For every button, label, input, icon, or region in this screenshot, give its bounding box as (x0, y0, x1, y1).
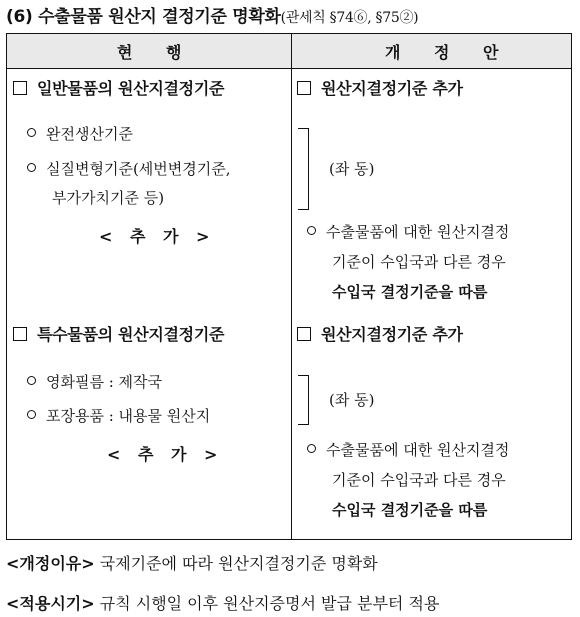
list-item-text: 완전생산기준 (46, 125, 133, 143)
timing-label: <적용시기> (6, 594, 95, 613)
note-line-emphasis: 수입국 결정기준을 따름 (332, 283, 488, 301)
timing-text: 규칙 시행일 이후 원산지증명서 발급 분부터 적용 (99, 594, 440, 613)
left-section2-heading (13, 322, 224, 345)
circle-bullet-icon (27, 376, 36, 385)
list-item (27, 158, 231, 179)
checkbox-square-icon (13, 81, 27, 95)
note-line: 기준이 수입국과 다른 경우 (332, 471, 506, 489)
list-item-text: 포장용품 : 내용물 원산지 (46, 407, 211, 425)
checkbox-square-icon (13, 327, 27, 341)
note-line: 기준이 수입국과 다른 경우 (332, 253, 506, 271)
right-section1-same: (좌 동) (329, 160, 375, 178)
checkbox-square-icon (297, 327, 311, 341)
circle-bullet-icon (27, 163, 36, 172)
timing-row (6, 591, 439, 614)
circle-bullet-icon (27, 410, 36, 419)
title-reference: (관세칙 §74⑥, §75②) (280, 10, 419, 26)
page-title (6, 2, 418, 27)
header-proposed: 개 정 안 (385, 43, 513, 62)
circle-bullet-icon (307, 226, 316, 235)
list-item-text: 영화필름 : 제작국 (46, 373, 163, 391)
left-section2-add-label: < 추 가 > (107, 445, 224, 464)
title-main: (6) 수출물품 원산지 결정기준 명확화 (6, 7, 281, 27)
reason-row (6, 551, 378, 574)
header-current: 현 행 (117, 43, 196, 62)
list-item (27, 371, 162, 392)
list-item (27, 405, 210, 426)
note-line-emphasis: 수입국 결정기준을 따름 (332, 501, 488, 519)
circle-bullet-icon (27, 128, 36, 137)
list-item-text: 실질변형기준(세번변경기준, (46, 160, 231, 178)
left-section1-heading (13, 76, 224, 99)
right-section2-heading (297, 322, 463, 345)
left-section1-add-label: < 추 가 > (99, 227, 216, 246)
bracket-icon (298, 128, 309, 210)
right-section1-heading (297, 76, 463, 99)
right-section2-same: (좌 동) (329, 391, 375, 409)
right-section2-heading-text: 원산지결정기준 추가 (321, 325, 463, 344)
bracket-icon (298, 375, 309, 425)
right-section1-heading-text: 원산지결정기준 추가 (321, 79, 463, 98)
reason-text: 국제기준에 따라 원산지결정기준 명확화 (99, 554, 378, 573)
list-item-continued: 부가가치기준 등) (52, 189, 165, 207)
reason-label: <개정이유> (6, 554, 95, 573)
left-section1-heading-text: 일반물품의 원산지결정기준 (37, 79, 225, 98)
checkbox-square-icon (297, 81, 311, 95)
list-item (307, 439, 509, 460)
list-item (307, 221, 509, 242)
list-item (27, 123, 133, 144)
comparison-table (6, 33, 572, 540)
circle-bullet-icon (307, 444, 316, 453)
column-divider (291, 34, 292, 539)
left-section2-heading-text: 특수물품의 원산지결정기준 (37, 325, 225, 344)
note-line: 수출물품에 대한 원산지결정 (326, 223, 510, 241)
note-line: 수출물품에 대한 원산지결정 (326, 441, 510, 459)
